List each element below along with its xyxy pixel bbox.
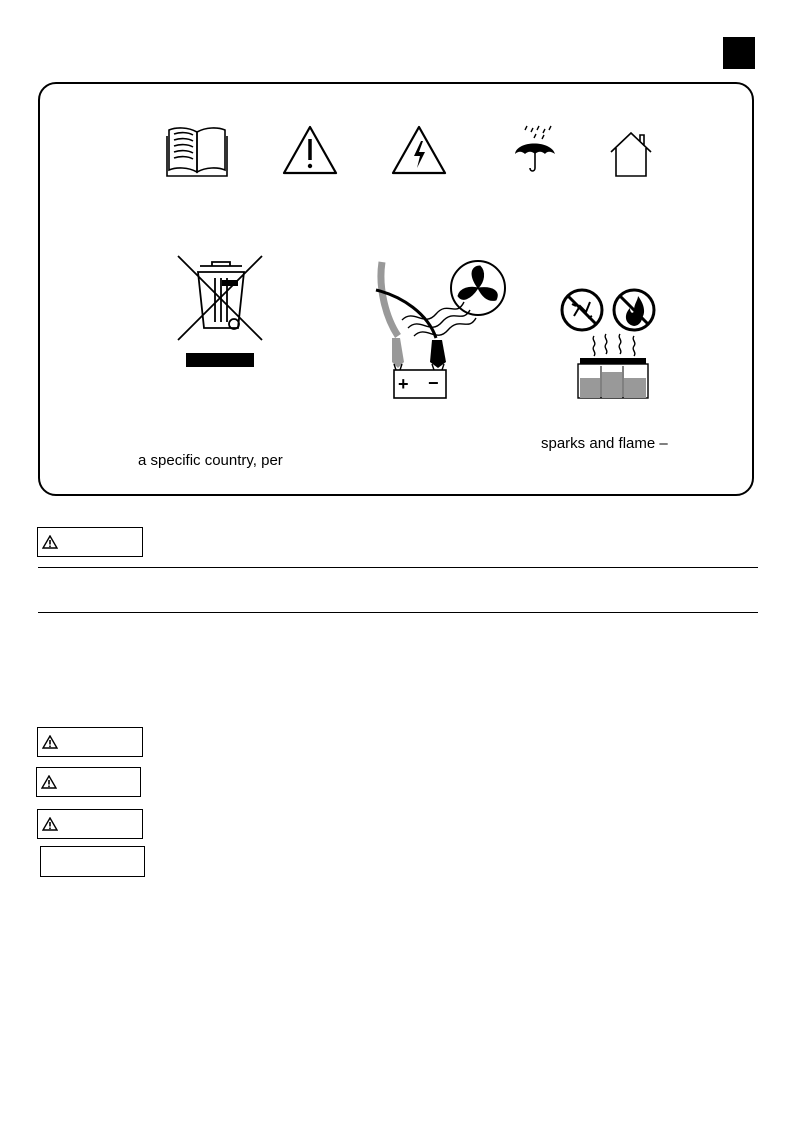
keep-dry-umbrella-icon bbox=[511, 124, 559, 176]
disposal-caption: a specific country, per bbox=[138, 452, 283, 469]
svg-text:+: + bbox=[398, 374, 409, 394]
warning-badge-4 bbox=[37, 809, 143, 839]
crossed-out-wheelie-bin-icon bbox=[172, 252, 270, 370]
electric-hazard-icon bbox=[390, 124, 448, 176]
no-sparks-no-flame-battery-icon bbox=[558, 286, 668, 402]
warning-triangle-icon bbox=[42, 535, 58, 549]
section-divider-top bbox=[38, 567, 758, 568]
blank-label-box bbox=[40, 846, 145, 877]
warning-triangle-icon bbox=[41, 775, 57, 789]
warning-badge-3 bbox=[36, 767, 141, 797]
page-corner-marker bbox=[723, 37, 755, 69]
battery-charging-ventilation-icon bbox=[372, 258, 522, 400]
warning-badge-1 bbox=[37, 527, 143, 557]
warning-triangle-icon bbox=[42, 817, 58, 831]
manual-book-icon bbox=[166, 124, 228, 178]
indoor-use-house-icon bbox=[608, 130, 654, 178]
battery-caption: sparks and flame – bbox=[541, 435, 668, 452]
warning-triangle-icon bbox=[42, 735, 58, 749]
warning-triangle-icon bbox=[281, 124, 339, 176]
svg-text:−: − bbox=[428, 373, 439, 393]
section-divider-bottom bbox=[38, 612, 758, 613]
warning-badge-2 bbox=[37, 727, 143, 757]
